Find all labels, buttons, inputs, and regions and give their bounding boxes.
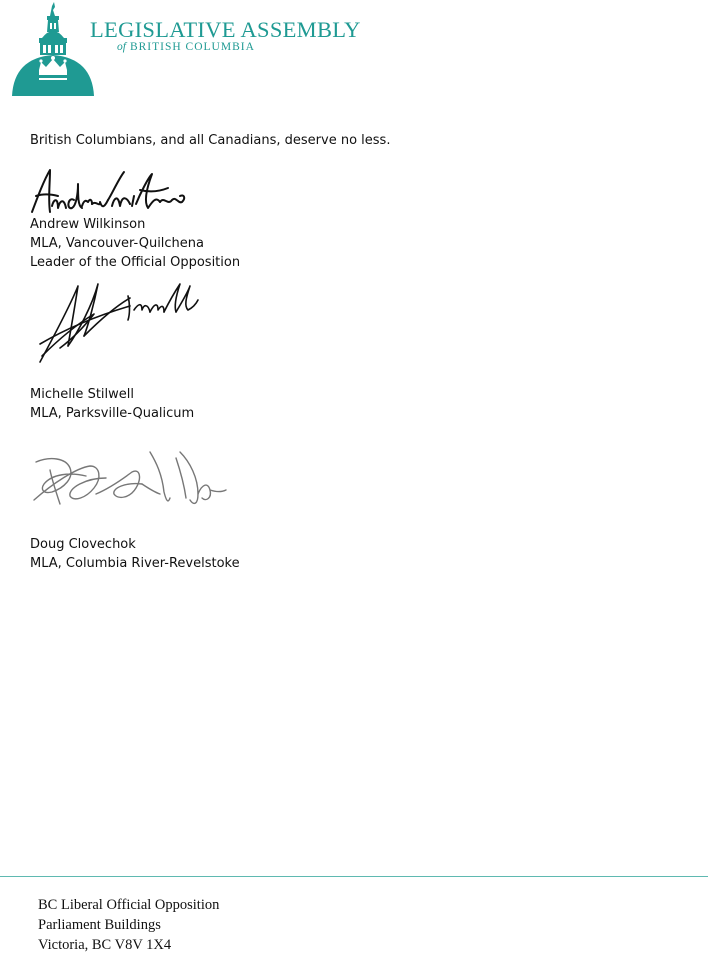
footer-line-1: BC Liberal Official Opposition <box>38 897 220 913</box>
org-title: LEGISLATIVE ASSEMBLY <box>90 17 361 42</box>
org-subtitle-of: of <box>117 41 126 53</box>
legislature-dome-crown-icon <box>12 2 94 96</box>
signatory-name: Andrew Wilkinson <box>30 217 146 232</box>
letterhead <box>0 0 718 100</box>
handwritten-signature-icon <box>30 448 230 510</box>
footer-line-3: Victoria, BC V8V 1X4 <box>38 937 172 953</box>
signatory-name: Doug Clovechok <box>30 537 136 552</box>
closing-line: British Columbians, and all Canadians, deserve no less. <box>30 133 391 148</box>
handwritten-signature-icon <box>28 166 188 216</box>
signatory-riding: MLA, Columbia River-Revelstoke <box>30 556 240 571</box>
signatory-name: Michelle Stilwell <box>30 387 134 402</box>
handwritten-signature-icon <box>34 276 202 366</box>
org-subtitle <box>117 41 255 53</box>
signatory-block <box>30 215 240 272</box>
footer-line-2: Parliament Buildings <box>38 917 161 933</box>
signatory-role: Leader of the Official Opposition <box>30 255 241 270</box>
footer-address <box>38 895 219 955</box>
signatory-block <box>30 535 240 573</box>
signatory-riding: MLA, Vancouver-Quilchena <box>30 236 205 251</box>
org-subtitle-text: BRITISH COLUMBIA <box>129 41 255 53</box>
signatory-riding: MLA, Parksville-Qualicum <box>30 406 195 421</box>
signatory-block <box>30 385 194 423</box>
footer-divider <box>0 876 708 877</box>
